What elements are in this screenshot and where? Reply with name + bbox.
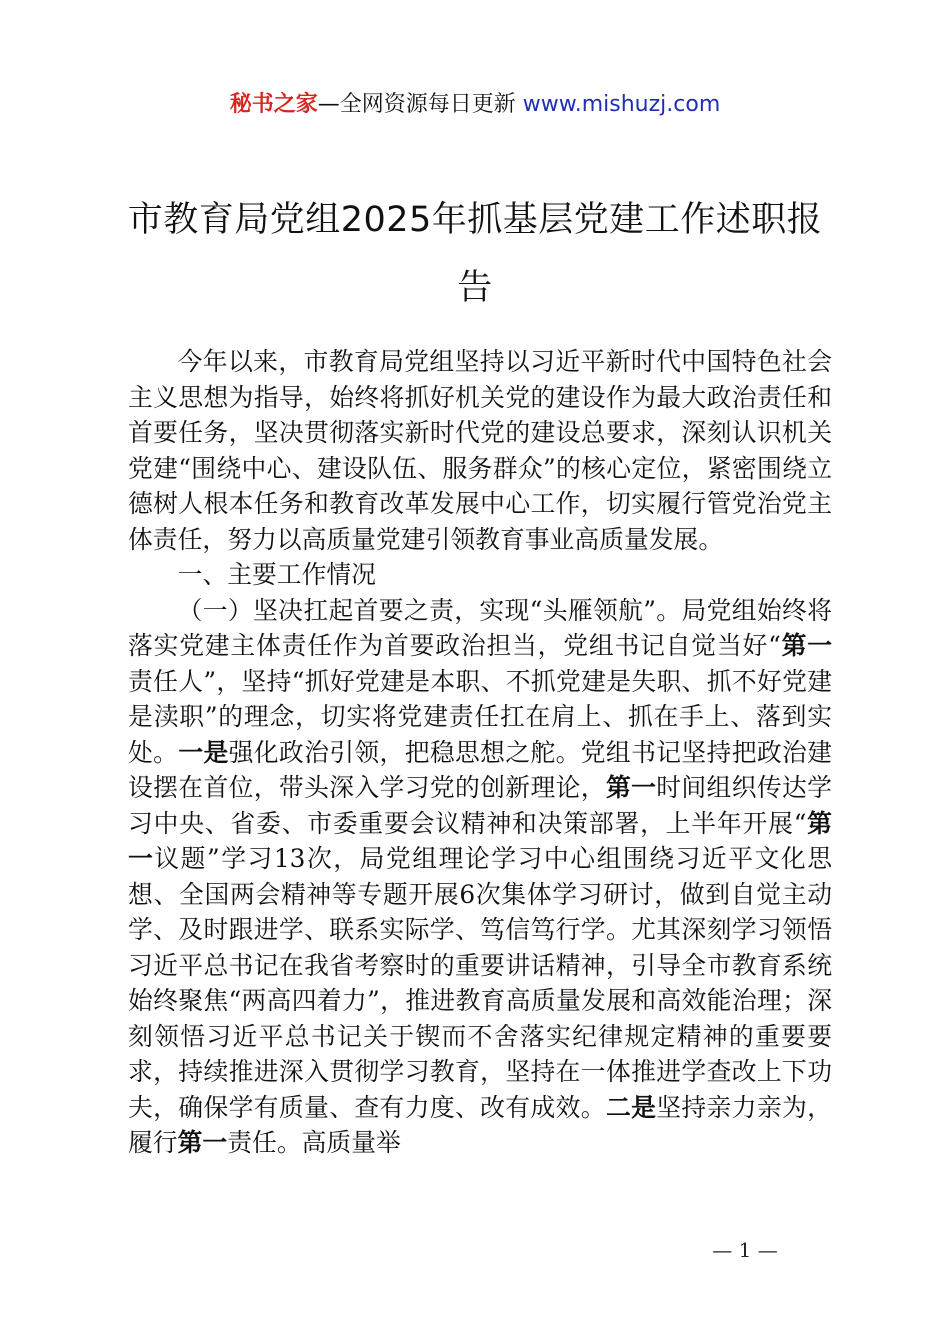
document-title: 市教育局党组2025年抓基层党建工作述职报告	[127, 200, 823, 308]
banner-slogan: —全网资源每日更新	[317, 92, 523, 117]
emphasis-text: 二是	[605, 1092, 657, 1122]
text-run: 议题”学习13次，局党组理论学习中心组围绕习近平文化思想、全国两会精神等专题开展6次集体学习研讨，做到自觉主动学、及时跟进学、联系实际学、笃信笃行学。尤其深刻学习领悟习近平总书记在我省考察时的重要讲话精神，引导全市教育系统始终聚焦“两高四着力”，推进教育高质量发展和高效能治理；深刻领悟习近平总书记关于锲而不舍落实纪律规定精神的重要要求，持续推进深入贯彻学习教育，坚持在一体推进学查改上下功夫，确保学有质量、查有力度、改有成效。	[128, 844, 832, 1122]
text-run: 强化政治引领，把稳思想之舵。党组书记坚持把政治建设摆在首位，带头深入学习党的创新理论，	[128, 737, 832, 802]
section-paragraph	[128, 593, 832, 1161]
document-body	[128, 344, 832, 1161]
emphasis-text: 第一	[177, 1128, 228, 1157]
text-run: 责任。高质量举	[227, 1128, 401, 1157]
site-banner	[0, 88, 950, 122]
banner-url-link[interactable]: www.mishuzj.com	[522, 92, 721, 117]
emphasis-text: 第一	[605, 773, 657, 802]
banner-brand: 秘书之家	[229, 92, 318, 117]
text-run: 时间组织传达学习中央、省委、市委重要会议精神和决策部署，上半年开展“	[128, 773, 832, 838]
text-run: 坚持亲力亲为，履行	[128, 1092, 832, 1157]
emphasis-text: 第一	[780, 631, 832, 660]
emphasis-text: 第一	[128, 808, 832, 873]
intro-paragraph: 今年以来，市教育局党组坚持以习近平新时代中国特色社会主义思想为指导，始终将抓好机关党的建设作为最大政治责任和首要任务，坚决贯彻落实新时代党的建设总要求，深刻认识机关党建“围绕中心、建设队伍、服务群众”的核心定位，紧密围绕立德树人根本任务和教育改革发展中心工作，切实履行管党治党主体责任，努力以高质量党建引领教育事业高质量发展。	[128, 347, 832, 554]
emphasis-text: 一是	[178, 737, 229, 767]
section-heading: 一、主要工作情况	[177, 560, 376, 589]
text-run: 责任人”，坚持“抓好党建是本职、不抓党建是失职、抓不好党建是渎职”的理念，切实将党建责任扛在肩上、抓在手上、落到实处。	[128, 666, 832, 767]
text-run: （一）坚决扛起首要之责，实现“头雁领航”。局党组始终将落实党建主体责任作为首要政治担当，党组书记自觉当好“	[128, 595, 832, 660]
page-number: — 1 —	[712, 1238, 778, 1262]
